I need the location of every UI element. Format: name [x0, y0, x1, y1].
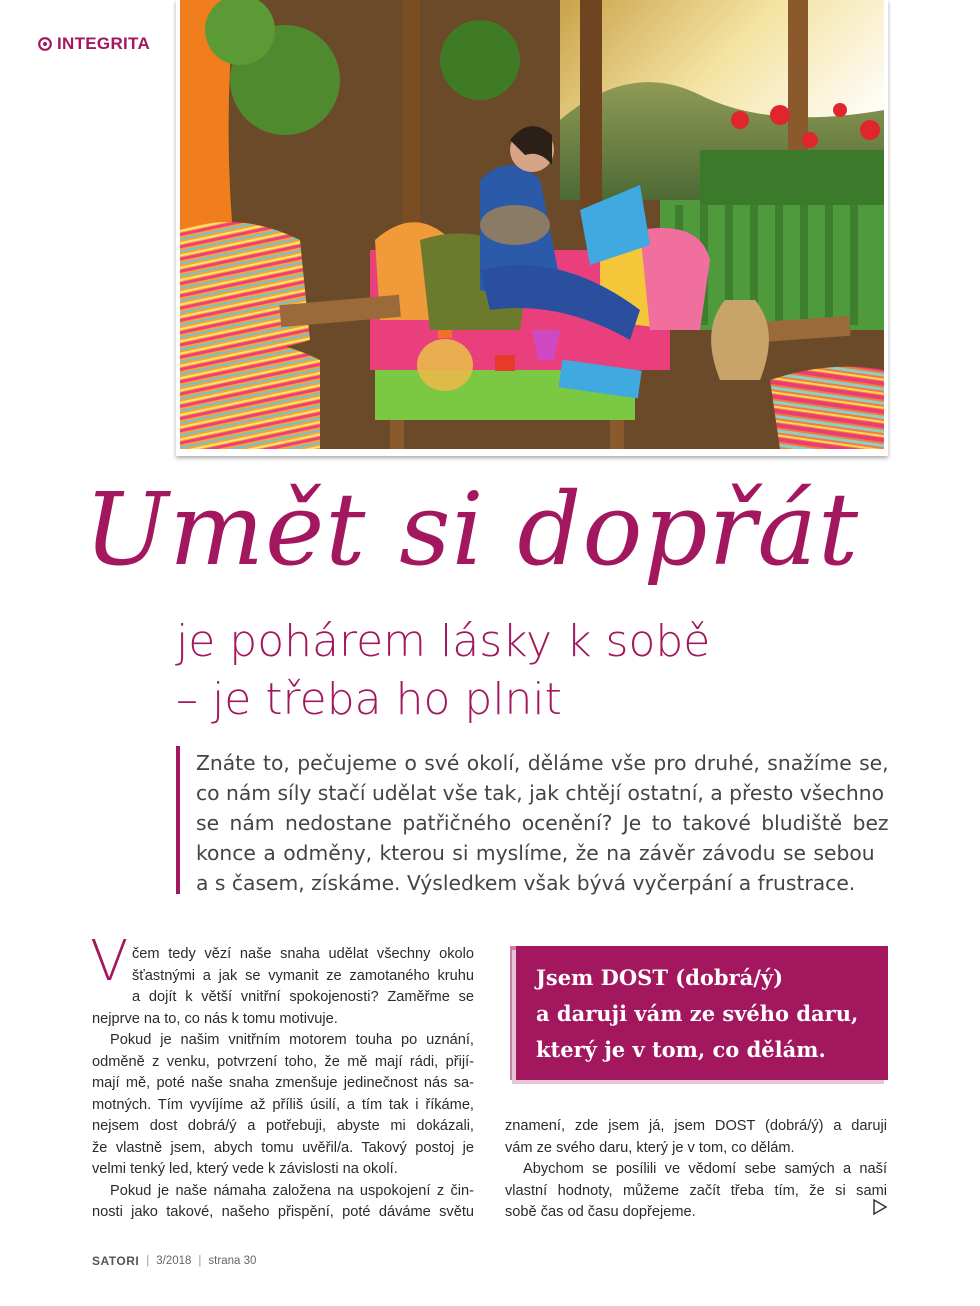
- footer-brand: SATORI: [92, 1254, 140, 1268]
- body-column-left: [92, 944, 474, 1224]
- lead-line: co nám síly stačí udělat vše tak, jak chtějí ostatní, a přesto všechno: [196, 781, 885, 805]
- lead-line: Znáte to, pečujeme o své okolí, děláme vše pro druhé, snažíme se,: [196, 751, 889, 775]
- body-column-right: [505, 1116, 887, 1224]
- page-title: Umět si dopřát: [84, 471, 860, 588]
- text-line: Pokud je naše námaha založena na uspokojení z čin-: [110, 1182, 474, 1199]
- lead-line: se nám nedostane patřičného ocenění? Je to takové bludiště bez: [196, 811, 889, 835]
- pullquote-line: Jsem DOST (dobrá/ý): [536, 965, 784, 990]
- section-tag: [38, 34, 150, 54]
- hero-photo: [180, 0, 884, 449]
- text-line: sobě čas od času dopřejeme.: [505, 1204, 696, 1220]
- triangle-right-icon[interactable]: [872, 1198, 888, 1216]
- footer-divider: |: [146, 1255, 150, 1267]
- footer-divider: |: [198, 1255, 202, 1267]
- subtitle-line-2: – je třeba ho plnit: [176, 674, 562, 725]
- text-line: že vlastně jsem, abych tomu uvěřil/a. Takový postoj je: [92, 1139, 474, 1156]
- text-line: nejsem dost dobrá/ý a potřebuji, abyste mi dokázali,: [92, 1118, 474, 1134]
- pullquote-line: který je v tom, co dělám.: [536, 1037, 826, 1062]
- text-line: nosti jako takové, našeho přispění, poté dáváme světu: [92, 1204, 474, 1220]
- page-footer: [92, 1254, 256, 1268]
- text-line: nejprve na to, co nás k tomu motivuje.: [92, 1010, 338, 1027]
- pullquote-text: [536, 960, 858, 1068]
- text-line: šťastnými a jak se vymanit ze zamotaného kruhu: [132, 967, 474, 984]
- target-circle-icon: [38, 37, 52, 51]
- lead-line: konce a odměny, kterou si myslíme, že na závěr závodu se sebou: [196, 841, 875, 865]
- text-line: vlastní hodnoty, můžeme začít třeba tím, že si sami: [505, 1182, 887, 1199]
- lead-accent-bar: [176, 746, 180, 894]
- text-line: znamení, zde jsem já, jsem DOST (dobrá/ý) a daruji: [505, 1118, 887, 1134]
- footer-page-number: strana 30: [208, 1255, 257, 1267]
- lead-line: a s časem, získáme. Výsledkem však bývá vyčerpání a frustrace.: [196, 871, 856, 895]
- paragraph: [92, 1181, 474, 1224]
- text-line: čem tedy vězí naše snaha udělat všechny okolo: [132, 946, 474, 962]
- lead-paragraph: [196, 748, 889, 898]
- text-line: Abychom se posílili ve vědomí sebe samých a naší: [523, 1161, 887, 1177]
- text-line: vám ze svého daru, který je v tom, co dělám.: [505, 1139, 795, 1156]
- footer-issue: 3/2018: [156, 1255, 192, 1267]
- paragraph: [92, 1030, 474, 1181]
- paragraph: [92, 1009, 474, 1031]
- pullquote-box: [516, 946, 888, 1080]
- section-label: INTEGRITA: [57, 34, 151, 53]
- subtitle-line-1: je pohárem lásky k sobě: [176, 616, 711, 667]
- paragraph: [505, 1159, 887, 1224]
- text-line: odměně z venku, potvrzení toho, že mě mají rádi, přijí-: [92, 1053, 474, 1070]
- dropcap: V: [90, 929, 129, 994]
- text-line: Pokud je našim vnitřním motorem touha po uznání,: [110, 1032, 474, 1048]
- pullquote-line: a daruji vám ze svého daru,: [536, 1001, 859, 1026]
- paragraph: [505, 1116, 887, 1159]
- paragraph: [92, 944, 474, 1009]
- text-line: mají mě, poté naše snaha zmenšuje jedinečnost nás sa-: [92, 1075, 474, 1091]
- text-line: motných. Tím vyvíjíme až příliš úsilí, a tím tak i říkáme,: [92, 1096, 474, 1113]
- photo-frame: [176, 0, 888, 456]
- text-line: velmi tenký led, který vede k závislosti na okolí.: [92, 1161, 398, 1177]
- text-line: a dojít k větší vnitřní spokojenosti? Zaměřme se: [132, 989, 474, 1005]
